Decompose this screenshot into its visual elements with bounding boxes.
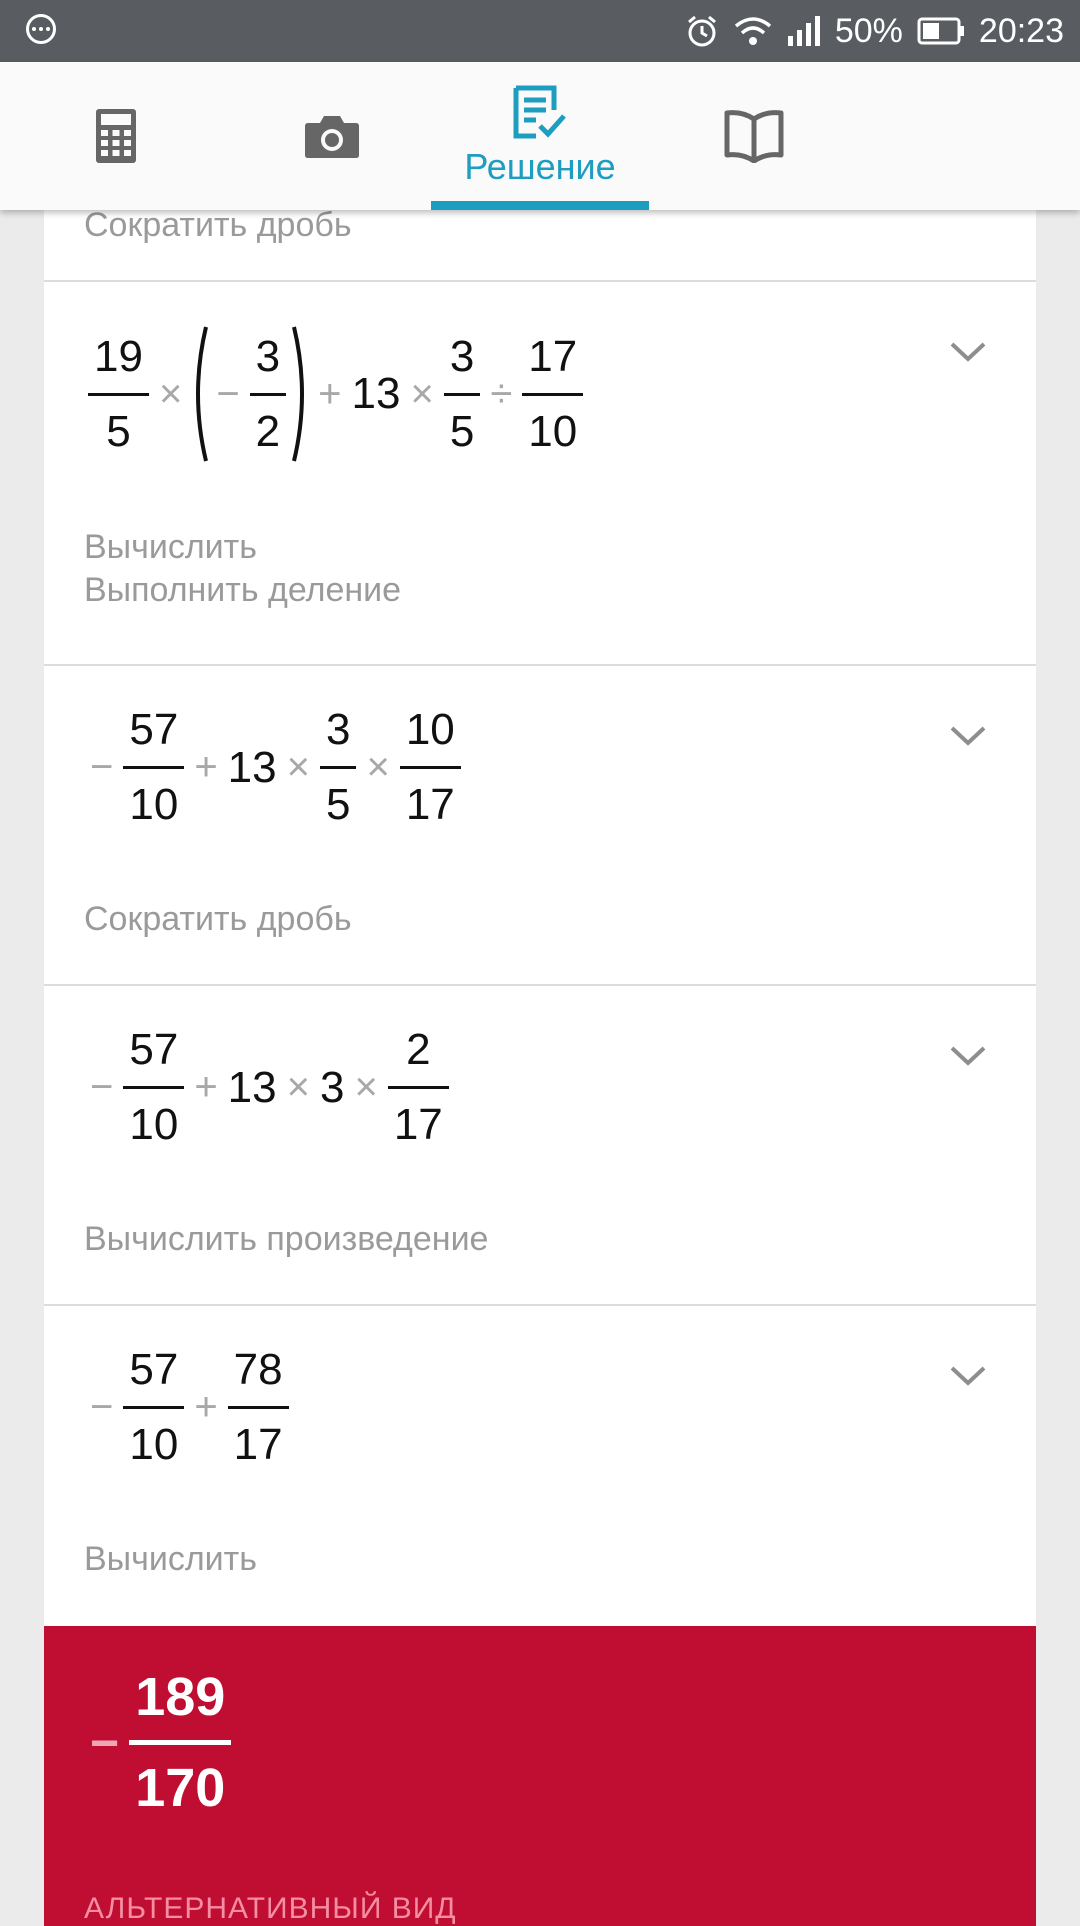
plus-sign: +	[194, 1385, 218, 1429]
step-card-3[interactable]	[44, 986, 1036, 1306]
step-description: Сократить дробь	[84, 210, 352, 244]
alarm-icon	[685, 14, 719, 48]
minus-sign: −	[90, 1714, 120, 1771]
fraction: $\frac{17}{10}$	[522, 331, 583, 458]
alternative-view-link[interactable]: АЛЬТЕРНАТИВНЫЙ ВИД	[84, 1892, 457, 1925]
minus-sign: −	[90, 1065, 114, 1109]
left-paren	[188, 324, 210, 464]
tab-calculator[interactable]	[56, 62, 176, 210]
step-card-4[interactable]	[44, 1306, 1036, 1626]
fraction: $\frac{78}{17}$	[228, 1344, 289, 1471]
times-sign: ×	[410, 371, 434, 416]
tab-solution-label: Решение	[464, 146, 616, 187]
tab-bar	[0, 62, 1080, 210]
step-card-1[interactable]	[44, 282, 1036, 666]
fraction: $\frac{57}{10}$	[123, 1024, 184, 1151]
times-sign: ×	[286, 745, 310, 789]
result-expression	[84, 1666, 235, 1819]
status-bar	[0, 0, 1080, 62]
signal-icon	[787, 16, 821, 46]
fraction: $\frac{10}{17}$	[400, 704, 461, 831]
integer: 13	[227, 742, 277, 792]
times-sign: ×	[354, 1065, 378, 1109]
fraction: $\frac{2}{17}$	[388, 1024, 449, 1151]
fraction: $\frac{3}{5}$	[320, 704, 356, 831]
fraction: $\frac{3}{2}$	[250, 331, 286, 458]
step-description: Выполнить деление	[84, 571, 402, 609]
calculator-icon	[96, 109, 136, 163]
step-description: Сократить дробь	[84, 900, 352, 938]
active-tab-indicator	[431, 201, 649, 210]
times-sign: ×	[366, 745, 390, 789]
tab-solution[interactable]	[431, 62, 649, 210]
step-card-previous[interactable]	[44, 210, 1036, 282]
integer: 13	[227, 1062, 277, 1112]
battery-percent: 50%	[834, 11, 903, 50]
fraction: $\frac{19}{5}$	[88, 331, 149, 458]
solution-steps	[44, 210, 1036, 1926]
chevron-down-icon[interactable]	[948, 340, 988, 364]
book-icon	[724, 109, 784, 163]
times-sign: ×	[286, 1065, 310, 1109]
minus-sign: −	[90, 745, 114, 789]
step-expression	[84, 1024, 453, 1151]
clock: 20:23	[978, 11, 1064, 50]
step-description: Вычислить	[84, 528, 257, 566]
plus-sign: +	[194, 1065, 218, 1109]
wifi-icon	[733, 15, 773, 47]
solution-icon	[512, 84, 568, 140]
chevron-down-icon[interactable]	[948, 724, 988, 748]
step-expression	[84, 1344, 293, 1471]
plus-sign: +	[318, 371, 342, 416]
camera-icon	[304, 113, 360, 159]
chevron-down-icon[interactable]	[948, 1044, 988, 1068]
plus-sign: +	[194, 745, 218, 789]
minus-sign: −	[90, 1385, 114, 1429]
chevron-down-icon[interactable]	[948, 1364, 988, 1388]
step-card-2[interactable]	[44, 666, 1036, 986]
integer: 13	[351, 369, 401, 418]
tab-book[interactable]	[694, 62, 814, 210]
battery-icon	[917, 17, 965, 45]
tab-camera[interactable]	[272, 62, 392, 210]
step-description: Вычислить	[84, 1540, 257, 1578]
times-sign: ×	[158, 371, 183, 416]
divide-sign: ÷	[490, 371, 513, 416]
integer: 3	[319, 1062, 345, 1112]
result-card[interactable]	[44, 1626, 1036, 1926]
step-expression	[84, 704, 465, 831]
fraction: $\frac{57}{10}$	[123, 704, 184, 831]
minus-sign: −	[216, 371, 240, 416]
result-fraction: 189 170	[129, 1666, 231, 1819]
fraction: $\frac{57}{10}$	[123, 1344, 184, 1471]
right-paren	[290, 324, 312, 464]
notification-dots-icon	[26, 14, 56, 44]
fraction: $\frac{3}{5}$	[444, 331, 480, 458]
step-expression	[84, 324, 587, 464]
step-description: Вычислить произведение	[84, 1220, 489, 1258]
